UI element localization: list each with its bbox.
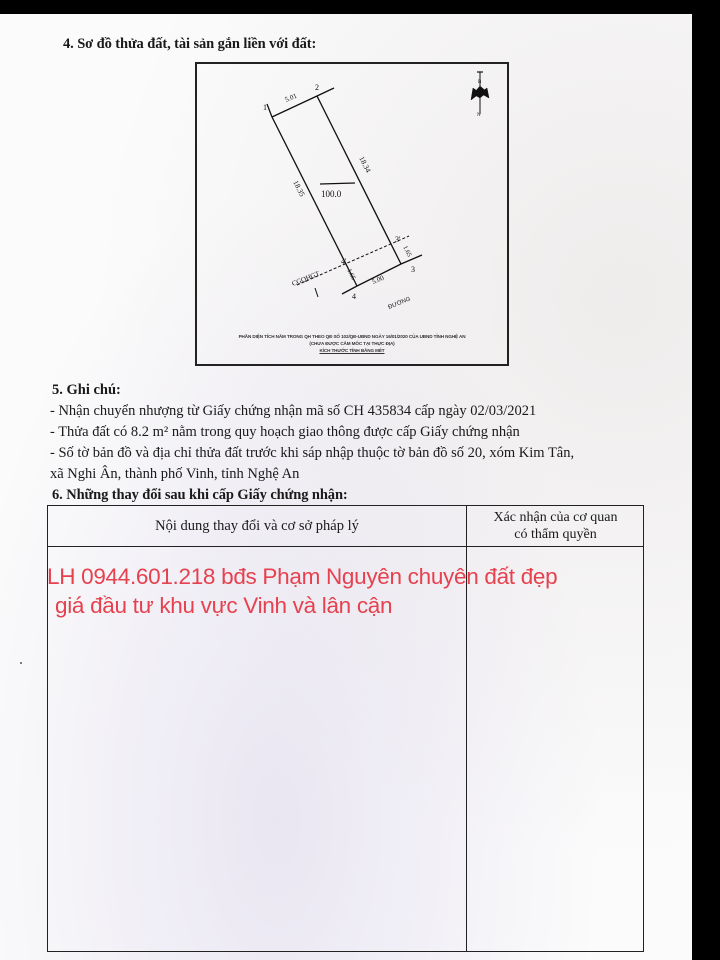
- plot-area-label: 100.0: [321, 189, 342, 199]
- page-edge-shadow: [692, 14, 720, 960]
- point-3p-label: 3': [395, 235, 401, 244]
- contact-overlay-line2: giá đầu tư khu vực Vinh và lân cận: [55, 593, 393, 618]
- point-4-label: 4: [352, 292, 356, 301]
- edge-3-3p-label: 1.65: [401, 244, 413, 259]
- contact-overlay-text: [47, 562, 557, 620]
- note-line-1: - Nhận chuyển nhượng từ Giấy chứng nhận mã số CH 435834 cấp ngày 02/03/2021: [50, 403, 537, 419]
- diagram-caption-units: KÍCH THƯỚC TÍNH BẰNG MÉT: [319, 348, 385, 353]
- north-arrow-icon: [471, 72, 489, 118]
- point-4p-label: 4': [341, 257, 347, 266]
- col-header-change-content: Nội dung thay đổi và cơ sở pháp lý: [155, 517, 359, 534]
- edge-1-2-label: 5.01: [283, 91, 299, 104]
- table-header: [48, 506, 643, 547]
- section-6-title: 6. Những thay đổi sau khi cấp Giấy chứng nhận:: [52, 487, 348, 503]
- planning-label: CGQHGT: [290, 269, 321, 288]
- edge-3-4-label: 5.00: [370, 273, 386, 286]
- section-4-title: 4. Sơ đồ thửa đất, tài sản gắn liền với đất:: [63, 36, 317, 52]
- svg-text:N: N: [477, 113, 481, 118]
- notes-section: [50, 380, 670, 485]
- edge-2-3-label: 18.34: [357, 154, 373, 174]
- land-plot-diagram: [195, 62, 509, 366]
- road-label: ĐƯỜNG: [387, 296, 412, 311]
- svg-text:B: B: [478, 80, 482, 85]
- col-header-authority-line2: có thẩm quyền: [514, 527, 597, 542]
- contact-overlay-line1: LH 0944.601.218 bđs Phạm Nguyên chuyên đất đẹp: [47, 564, 558, 589]
- paper-speck: [20, 662, 22, 664]
- point-1-label: 1: [263, 103, 267, 112]
- diagram-caption-planning: PHẦN DIỆN TÍCH NẰM TRONG QH THEO QĐ SỐ 102/QĐ-UBND NGÀY 16/01/2020 CỦA UBND TỈNH NGHỆ AN: [238, 334, 466, 339]
- edge-1-4-label: 18.35: [291, 178, 307, 198]
- note-line-2: - Thửa đất có 8.2 m² nằm trong quy hoạch giao thông được cấp Giấy chứng nhận: [50, 424, 520, 440]
- section-5-title: 5. Ghi chú:: [52, 382, 121, 398]
- note-line-4: xã Nghi Ân, thành phố Vinh, tỉnh Nghệ An: [50, 466, 300, 482]
- point-2-label: 2: [315, 83, 319, 92]
- note-line-3: - Số tờ bản đồ và địa chỉ thửa đất trước khi sáp nhập thuộc tờ bản đồ số 20, xóm Kim Tân,: [50, 445, 575, 461]
- point-3-label: 3: [411, 265, 415, 274]
- edge-4-4p-label: 1.65: [345, 267, 357, 282]
- diagram-caption-not-marked: (CHƯA ĐƯỢC CẮM MỐC TẠI THỰC ĐỊA): [309, 341, 395, 346]
- col-header-authority-line1: Xác nhận của cơ quan: [493, 510, 618, 525]
- col-header-authority-confirmation: [468, 506, 643, 546]
- plot-drawing: [197, 64, 507, 364]
